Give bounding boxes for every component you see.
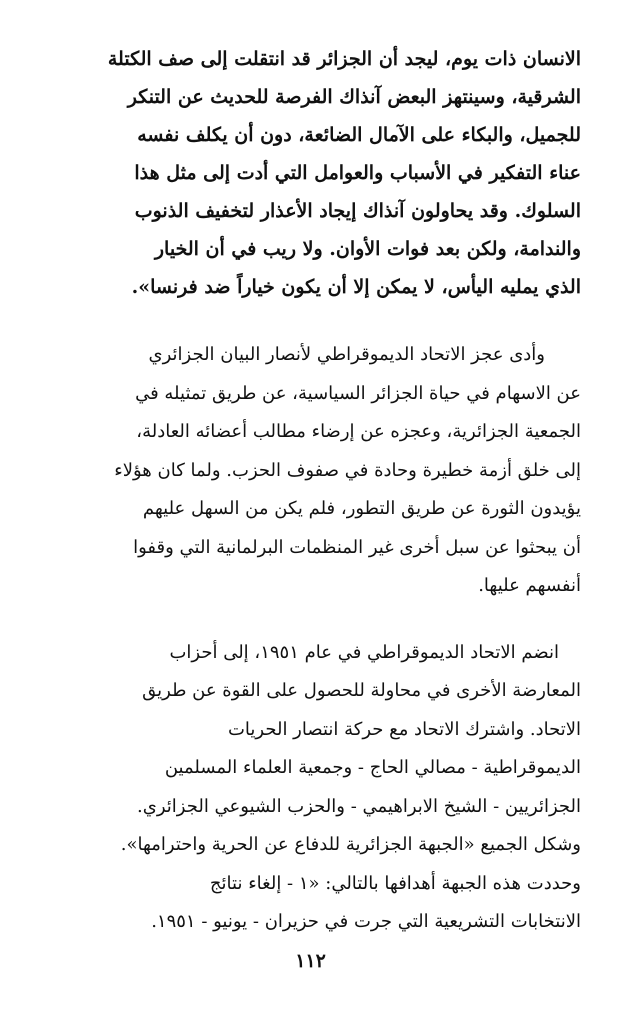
- text-line: الانتخابات التشريعية التي جرت في حزيران - يونيو - ١٩٥١.: [151, 911, 581, 932]
- text-line: عن الاسهام في حياة الجزائر السياسية، عن طريق تمثيله في: [135, 382, 581, 404]
- text-line: والندامة، ولكن بعد فوات الأوان. ولا ريب في أن الخيار: [154, 238, 581, 260]
- text-line: وأدى عجز الاتحاد الديموقراطي لأنصار البيان الجزائري: [148, 344, 545, 365]
- text-line: الجزائريين - الشيخ الابراهيمي - والحزب الشيوعي الجزائري.: [137, 795, 581, 817]
- text-line: الجمعية الجزائرية، وعجزه عن إرضاء مطالب أعضائه العادلة،: [136, 421, 581, 442]
- text-line: وشكل الجميع «الجبهة الجزائرية للدفاع عن الحرية واحترامها».: [120, 834, 581, 855]
- text-line: المعارضة الأخرى في محاولة للحصول على القوة عن طريق: [142, 680, 581, 701]
- text-line: انضم الاتحاد الديموقراطي في عام ١٩٥١، إلى أحزاب: [169, 641, 559, 663]
- text-line: أنفسهم عليها.: [478, 575, 581, 596]
- text-line: الشرقية، وسينتهز البعض آنذاك الفرصة للحديث عن التنكر: [127, 86, 581, 108]
- text-line: عناء التفكير في الأسباب والعوامل التي أدت إلى مثل هذا: [134, 162, 581, 184]
- paragraph-1: [40, 40, 581, 306]
- text-line: الاتحاد. واشترك الاتحاد مع حركة انتصار الحريات: [227, 718, 581, 740]
- text-line: السلوك. وقد يحاولون آنذاك إيجاد الأعذار لتخفيف الذنوب: [134, 200, 581, 222]
- paragraph-2: [40, 336, 581, 606]
- page-number: ١١٢: [295, 950, 326, 972]
- text-line: إلى خلق أزمة خطيرة وحادة في صفوف الحزب. ولما كان هؤلاء: [114, 459, 581, 481]
- paragraph-3: [40, 634, 581, 942]
- text-line: الانسان ذات يوم، ليجد أن الجزائر قد انتقلت إلى صف الكتلة: [107, 48, 581, 70]
- text-line: الديموقراطية - مصالي الحاج - وجمعية العلماء المسلمين: [164, 757, 581, 778]
- text-line: أن يبحثوا عن سبل أخرى غير المنظمات البرلمانية التي وقفوا: [133, 536, 581, 558]
- text-line: وحددت هذه الجبهة أهدافها بالتالي: «١ - إلغاء نتائج: [209, 872, 581, 894]
- text-line: للجميل، والبكاء على الآمال الضائعة، دون أن يكلف نفسه: [137, 124, 581, 146]
- text-line: الذي يمليه اليأس، لا يمكن إلا أن يكون خياراً ضد فرنسا».: [131, 276, 581, 298]
- text-line: يؤيدون الثورة عن طريق التطور، فلم يكن من السهل عليهم: [142, 498, 581, 519]
- page-body: [40, 36, 581, 981]
